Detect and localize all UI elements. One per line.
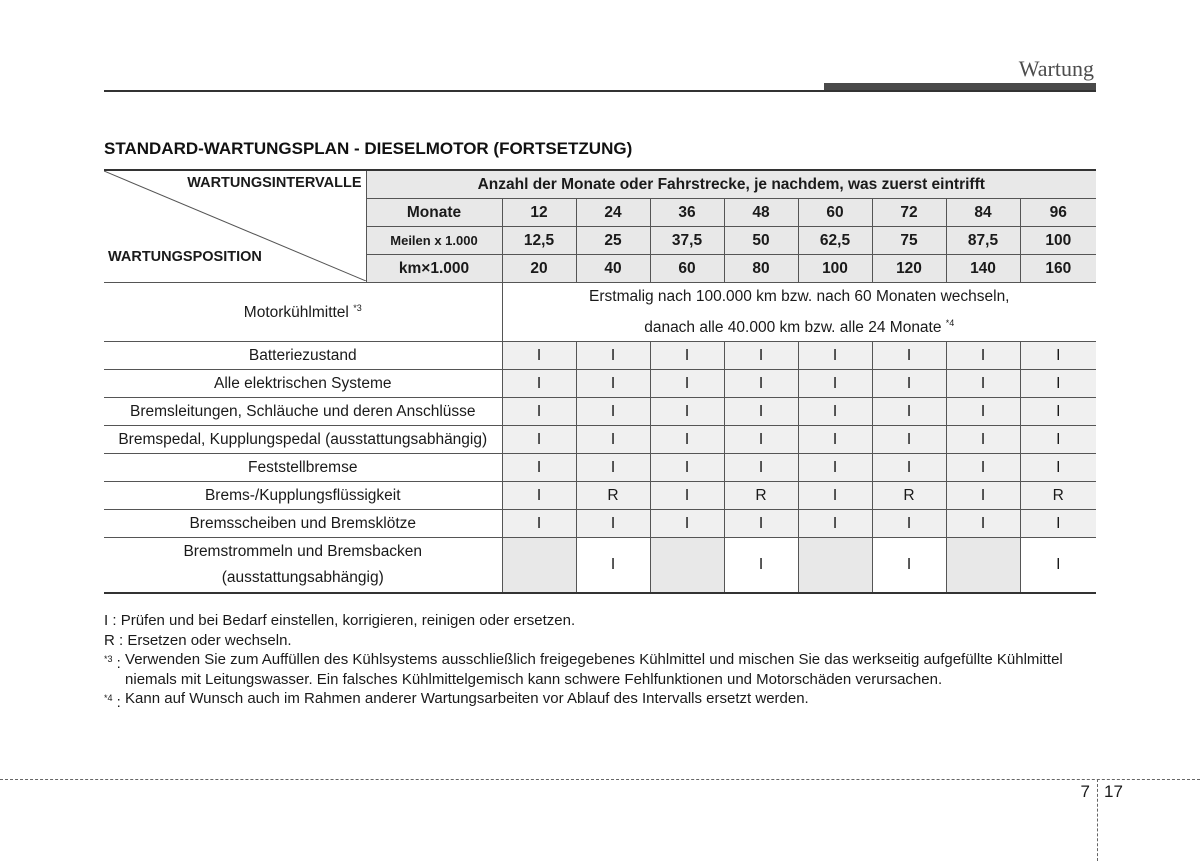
interval-cell: I [650, 454, 724, 482]
interval-cell: I [1020, 538, 1096, 594]
table-row-coolant [104, 283, 1096, 342]
table-header-row [104, 170, 1096, 199]
row-label [104, 283, 502, 342]
unit-value-cell: 12,5 [502, 227, 576, 255]
interval-cell: I [798, 482, 872, 510]
unit-label: km×1.000 [366, 255, 502, 283]
legend-i [104, 611, 1094, 631]
unit-value-cell: 96 [1020, 199, 1096, 227]
interval-cell: I [872, 454, 946, 482]
interval-cell: R [872, 482, 946, 510]
coolant-note [502, 283, 1096, 342]
row-label: Batteriezustand [104, 342, 502, 370]
table-row [104, 426, 1096, 454]
unit-value-cell: 36 [650, 199, 724, 227]
unit-value-cell: 25 [576, 227, 650, 255]
interval-cell: I [502, 342, 576, 370]
interval-cell: I [1020, 370, 1096, 398]
table-row [104, 370, 1096, 398]
table-row [104, 398, 1096, 426]
table-row [104, 510, 1096, 538]
interval-cell: I [502, 426, 576, 454]
interval-cell: I [946, 398, 1020, 426]
unit-value-cell: 87,5 [946, 227, 1020, 255]
interval-cell: I [576, 538, 650, 594]
maintenance-table [104, 169, 1096, 594]
interval-cell: I [724, 454, 798, 482]
interval-cell: I [724, 370, 798, 398]
interval-cell [502, 538, 576, 594]
interval-cell [650, 538, 724, 594]
header-section-title: Wartung [1018, 56, 1094, 81]
interval-cell: I [650, 426, 724, 454]
unit-value-cell: 60 [650, 255, 724, 283]
interval-cell: I [502, 370, 576, 398]
row-label [104, 538, 502, 594]
interval-cell: I [1020, 426, 1096, 454]
interval-cell: I [576, 510, 650, 538]
interval-cell: I [576, 370, 650, 398]
interval-cell: R [724, 482, 798, 510]
interval-cell: I [650, 482, 724, 510]
interval-cell: I [650, 510, 724, 538]
interval-cell: I [576, 398, 650, 426]
header-bar [824, 83, 1096, 92]
interval-cell: I [872, 398, 946, 426]
table-row-drum-brakes [104, 538, 1096, 594]
footnote-4-text: Kann auf Wunsch auch im Rahmen anderer Wartungsarbeiten vor Ablauf des Intervalls ersetzt werden. [125, 690, 809, 707]
coolant-note-footnote-mark: *4 [945, 318, 955, 328]
coolant-note-line1: Erstmalig nach 100.000 km bzw. nach 60 Monaten wechseln, [589, 288, 1010, 305]
drum-label-line1: Bremstrommeln und Bremsbacken [183, 543, 423, 561]
interval-cell: I [576, 454, 650, 482]
interval-cell: R [1020, 482, 1096, 510]
table-row [104, 482, 1096, 510]
unit-value-cell: 75 [872, 227, 946, 255]
interval-cell: I [946, 426, 1020, 454]
row-label: Brems-/Kupplungsflüssigkeit [104, 482, 502, 510]
interval-cell: I [502, 510, 576, 538]
row-label: Bremspedal, Kupplungspedal (ausstattungsabhängig) [104, 426, 502, 454]
legend-r [104, 631, 1094, 651]
table-corner-cell [104, 170, 366, 283]
interval-cell: I [650, 398, 724, 426]
interval-cell: I [872, 538, 946, 594]
footnote-3-text: Verwenden Sie zum Auffüllen des Kühlsystems ausschließlich freigegebenes Kühlmittel und mischen Sie das werkseitig aufgefüllte Kühlmittel niemals mit Leitungswasser. Ein falsches Kühlmittelgemisch kann schwere Fehlfunktionen und Motorschäden verursachen. [125, 651, 1063, 688]
interval-cell: I [724, 342, 798, 370]
unit-value-cell: 100 [1020, 227, 1096, 255]
interval-cell: I [798, 370, 872, 398]
unit-value-cell: 48 [724, 199, 798, 227]
interval-cell: I [946, 370, 1020, 398]
interval-cell: I [576, 342, 650, 370]
unit-value-cell: 140 [946, 255, 1020, 283]
interval-cell: I [502, 482, 576, 510]
coolant-label: Motorkühlmittel [243, 303, 349, 321]
footnote-4-label: $^{*4}$ : [104, 693, 126, 711]
unit-value-cell: 60 [798, 199, 872, 227]
interval-cell: I [1020, 398, 1096, 426]
header-rule [104, 90, 824, 92]
legend-i-text: Prüfen und bei Bedarf einstellen, korrigieren, reinigen oder ersetzen. [120, 612, 576, 629]
corner-label-positions: WARTUNGSPOSITION [108, 249, 262, 265]
footer-dashed-line [0, 779, 1200, 780]
unit-value-cell: 50 [724, 227, 798, 255]
interval-cell [946, 538, 1020, 594]
unit-value-cell: 100 [798, 255, 872, 283]
legend-footnote-3 [104, 650, 1094, 689]
unit-value-cell: 37,5 [650, 227, 724, 255]
interval-cell: I [724, 426, 798, 454]
row-label: Bremsscheiben und Bremsklötze [104, 510, 502, 538]
interval-cell: I [946, 510, 1020, 538]
legend-r-label: R : [104, 631, 124, 649]
interval-cell [798, 538, 872, 594]
unit-value-cell: 84 [946, 199, 1020, 227]
interval-cell: R [576, 482, 650, 510]
unit-value-cell: 20 [502, 255, 576, 283]
interval-cell: I [872, 370, 946, 398]
interval-cell: I [798, 426, 872, 454]
interval-cell: I [872, 510, 946, 538]
interval-cell: I [650, 342, 724, 370]
corner-label-intervals: WARTUNGSINTERVALLE [187, 175, 362, 191]
interval-cell: I [946, 342, 1020, 370]
legend-footnote-4 [104, 689, 1094, 713]
row-label: Feststellbremse [104, 454, 502, 482]
unit-label: Meilen x 1.000 [366, 227, 502, 255]
interval-cell: I [798, 342, 872, 370]
footnote-4-mark: *4 [104, 693, 113, 703]
table-row [104, 454, 1096, 482]
unit-value-cell: 120 [872, 255, 946, 283]
interval-cell: I [724, 510, 798, 538]
interval-cell: I [872, 342, 946, 370]
interval-cell: I [872, 426, 946, 454]
interval-cell: I [650, 370, 724, 398]
interval-cell: I [724, 398, 798, 426]
interval-cell: I [502, 454, 576, 482]
footnote-3-mark: *3 [104, 654, 113, 664]
interval-cell: I [576, 426, 650, 454]
unit-value-cell: 40 [576, 255, 650, 283]
unit-value-cell: 62,5 [798, 227, 872, 255]
row-label: Alle elektrischen Systeme [104, 370, 502, 398]
legend-i-label: I : [104, 612, 117, 629]
page-number: 17 [1104, 782, 1123, 801]
interval-cell: I [798, 398, 872, 426]
coolant-note-line2: danach alle 40.000 km bzw. alle 24 Monate [644, 319, 942, 337]
interval-cell: I [798, 454, 872, 482]
interval-cell: I [502, 398, 576, 426]
interval-cell: I [1020, 454, 1096, 482]
section-title: STANDARD-WARTUNGSPLAN - DIESELMOTOR (FORTSETZUNG) [104, 139, 633, 158]
legend [104, 611, 1094, 713]
drum-label-line2: (ausstattungsabhängig) [221, 569, 384, 587]
interval-cell: I [724, 538, 798, 594]
interval-cell: I [798, 510, 872, 538]
unit-label: Monate [366, 199, 502, 227]
row-label: Bremsleitungen, Schläuche und deren Anschlüsse [104, 398, 502, 426]
page-chapter: 7 [1080, 782, 1090, 801]
unit-value-cell: 24 [576, 199, 650, 227]
unit-value-cell: 12 [502, 199, 576, 227]
interval-cell: I [1020, 510, 1096, 538]
coolant-footnote-mark: *3 [353, 302, 362, 313]
unit-value-cell: 160 [1020, 255, 1096, 283]
interval-cell: I [1020, 342, 1096, 370]
unit-value-cell: 72 [872, 199, 946, 227]
interval-cell: I [946, 454, 1020, 482]
legend-r-text: Ersetzen oder wechseln. [127, 631, 292, 649]
footer-dashed-divider [1097, 779, 1098, 861]
span-header: Anzahl der Monate oder Fahrstrecke, je nachdem, was zuerst eintrifft [366, 170, 1096, 199]
unit-value-cell: 80 [724, 255, 798, 283]
table-row [104, 342, 1096, 370]
footnote-3-label: $^{*3}$ : [104, 654, 126, 672]
interval-cell: I [946, 482, 1020, 510]
